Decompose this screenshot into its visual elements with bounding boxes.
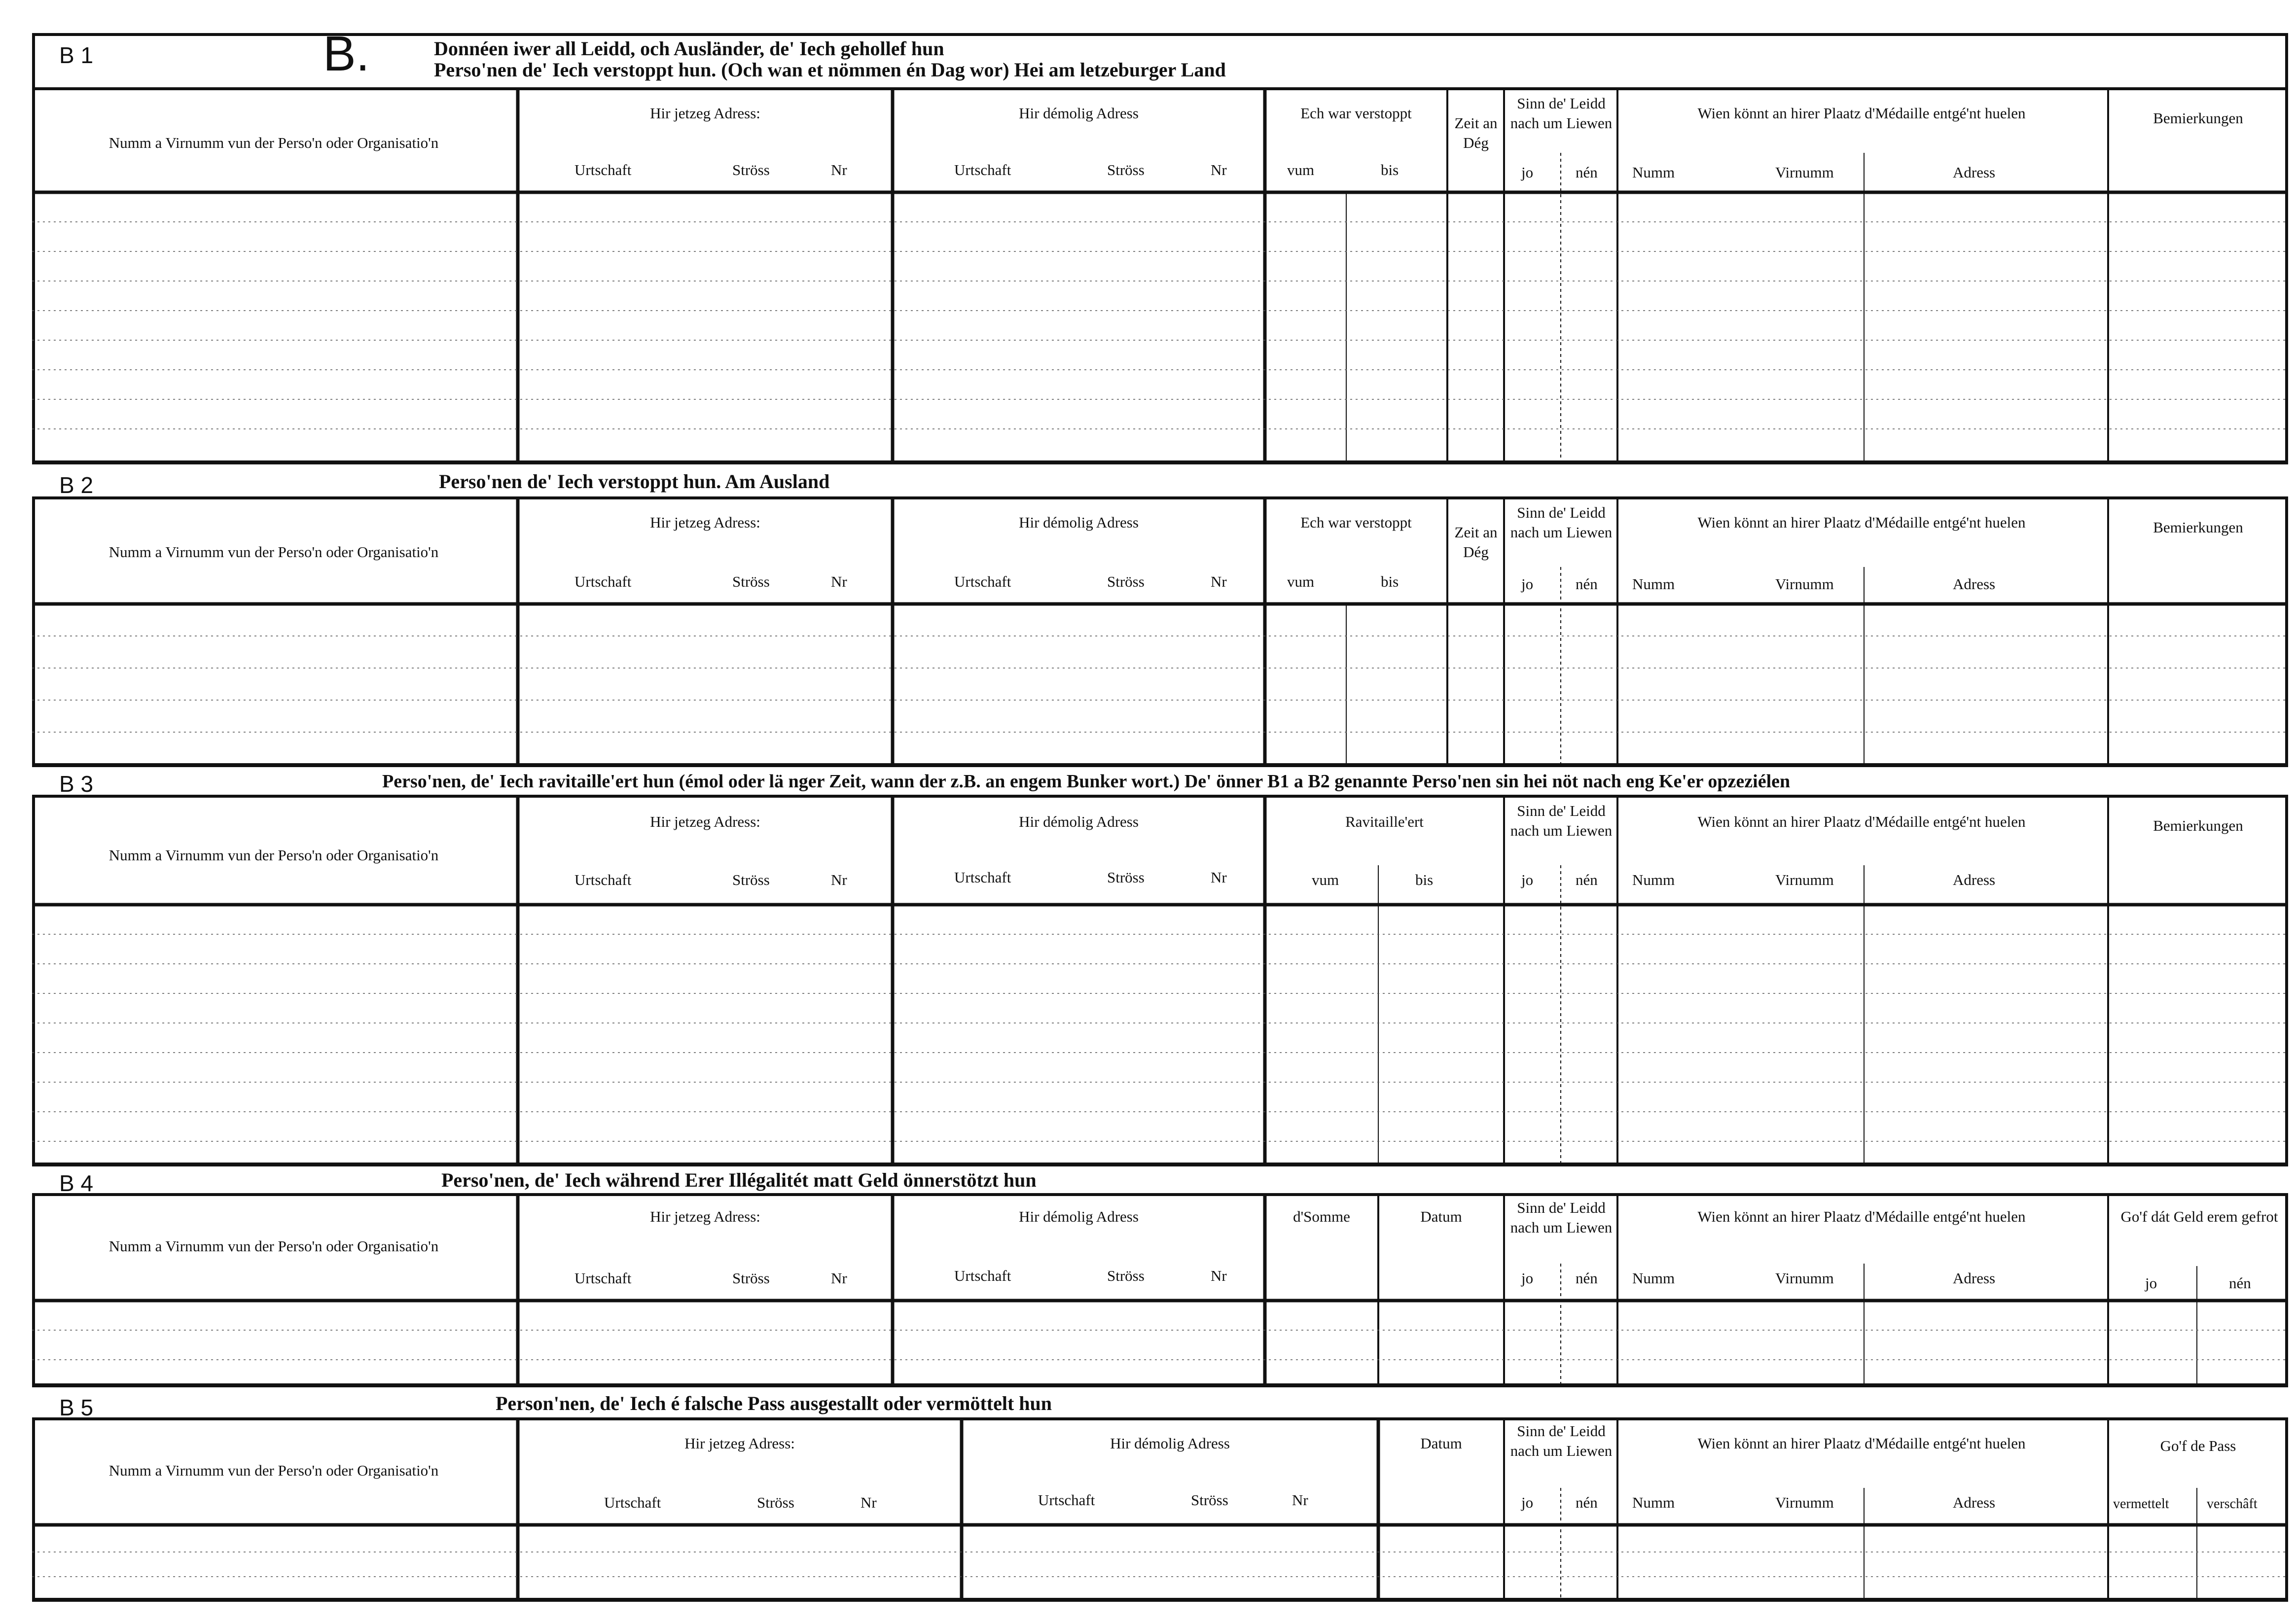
header-hidden: Ech war verstoppt xyxy=(1300,514,1412,531)
header-money-asked: Go'f dát Geld erem gefrot xyxy=(2120,1208,2278,1225)
header-former-town: Urtschaft xyxy=(954,1267,1011,1284)
header-hidden: Ech war verstoppt xyxy=(1300,105,1412,122)
header-survived-yes: jo xyxy=(1521,1269,1534,1287)
header-medal: Wien könnt an hirer Plaatz d'Médaille entgé'nt huelen xyxy=(1697,1208,2026,1225)
header-current-town: Urtschaft xyxy=(574,1269,632,1287)
header-current-street: Ströss xyxy=(732,871,770,888)
header-medal-address: Adress xyxy=(1953,1269,1996,1287)
header-current-address: Hir jetzeg Adress: xyxy=(650,105,760,122)
header-current-street: Ströss xyxy=(732,161,770,178)
section-b1-grid xyxy=(32,35,2288,463)
header-current-address: Hir jetzeg Adress: xyxy=(650,1208,760,1225)
header-date: Datum xyxy=(1420,1435,1462,1452)
header-medal-name: Numm xyxy=(1632,1269,1675,1287)
header-current-number: Nr xyxy=(831,871,847,888)
header-current-street: Ströss xyxy=(732,573,770,590)
header-money-no: nén xyxy=(2229,1274,2251,1292)
header-survived-yes: jo xyxy=(1521,164,1534,181)
header-medal-name: Numm xyxy=(1632,871,1675,888)
header-name: Numm a Virnumm vun der Perso'n oder Organisatio'n xyxy=(108,1462,439,1479)
header-survived: Sinn de' Leidd nach um Liewen xyxy=(1510,95,1613,132)
section-b4-grid xyxy=(32,1167,2288,1387)
header-medal-address: Adress xyxy=(1953,871,1996,888)
header-survived-no: nén xyxy=(1576,871,1598,888)
header-survived: Sinn de' Leidd nach um Liewen xyxy=(1510,802,1613,840)
section-b5 xyxy=(32,1389,2288,1601)
section-title-line-1: Donnéen iwer all Leidd, och Ausländer, de' Iech gehollef hun xyxy=(434,37,944,60)
header-date: Datum xyxy=(1420,1208,1462,1225)
header-current-town: Urtschaft xyxy=(574,161,632,178)
header-former-street: Ströss xyxy=(1107,869,1145,886)
header-hidden-to: bis xyxy=(1381,161,1399,178)
header-medal: Wien könnt an hirer Plaatz d'Médaille entgé'nt huelen xyxy=(1697,105,2026,122)
section-title: Person'nen, de' Iech é falsche Pass ausgestallt oder vermöttelt hun xyxy=(496,1392,1052,1414)
header-medal: Wien könnt an hirer Plaatz d'Médaille entgé'nt huelen xyxy=(1697,514,2026,531)
header-medal-firstname: Virnumm xyxy=(1775,1494,1834,1511)
header-supplied: Ravitaille'ert xyxy=(1345,813,1424,830)
header-medal-address: Adress xyxy=(1953,575,1996,593)
section-code: B 1 xyxy=(59,42,94,68)
header-current-address: Hir jetzeg Adress: xyxy=(650,813,760,830)
header-survived: Sinn de' Leidd nach um Liewen xyxy=(1510,1199,1613,1236)
header-pass: Go'f de Pass xyxy=(2160,1437,2236,1454)
header-medal-name: Numm xyxy=(1632,164,1675,181)
header-name: Numm a Virnumm vun der Perso'n oder Organisatio'n xyxy=(108,543,439,561)
header-current-address: Hir jetzeg Adress: xyxy=(650,514,760,531)
header-former-number: Nr xyxy=(1211,161,1227,178)
header-former-town: Urtschaft xyxy=(954,573,1011,590)
section-title: Perso'nen de' Iech verstoppt hun. Am Ausland xyxy=(439,470,830,493)
header-current-number: Nr xyxy=(831,161,847,178)
header-survived: Sinn de' Leidd nach um Liewen xyxy=(1510,1422,1613,1460)
header-remarks: Bemierkungen xyxy=(2153,109,2243,127)
header-current-address: Hir jetzeg Adress: xyxy=(684,1435,795,1452)
header-former-street: Ströss xyxy=(1107,1267,1145,1284)
header-current-number: Nr xyxy=(861,1494,877,1511)
section-b3 xyxy=(32,747,2288,1166)
header-current-street: Ströss xyxy=(732,1269,770,1287)
header-medal-firstname: Virnumm xyxy=(1775,575,1834,593)
section-code: B 2 xyxy=(59,472,94,498)
header-former-address: Hir démolig Adress xyxy=(1019,105,1139,122)
header-survived-no: nén xyxy=(1576,575,1598,593)
section-b1 xyxy=(32,26,2288,463)
header-current-town: Urtschaft xyxy=(574,871,632,888)
header-survived-yes: jo xyxy=(1521,871,1534,888)
header-supplied-to: bis xyxy=(1415,871,1434,888)
header-former-street: Ströss xyxy=(1107,573,1145,590)
header-medal-address: Adress xyxy=(1953,1494,1996,1511)
header-former-street: Ströss xyxy=(1191,1491,1228,1509)
header-current-number: Nr xyxy=(831,1269,847,1287)
header-former-number: Nr xyxy=(1292,1491,1308,1509)
header-current-street: Ströss xyxy=(757,1494,794,1511)
header-former-number: Nr xyxy=(1211,1267,1227,1284)
header-supplied-from: vum xyxy=(1312,871,1339,888)
header-survived: Sinn de' Leidd nach um Liewen xyxy=(1510,504,1613,541)
header-former-address: Hir démolig Adress xyxy=(1019,514,1139,531)
header-pass-mediated: vermettelt xyxy=(2113,1496,2169,1512)
header-survived-yes: jo xyxy=(1521,575,1534,593)
header-medal-firstname: Virnumm xyxy=(1775,164,1834,181)
header-medal-firstname: Virnumm xyxy=(1775,1269,1834,1287)
header-current-town: Urtschaft xyxy=(604,1494,661,1511)
header-medal-firstname: Virnumm xyxy=(1775,871,1834,888)
section-b2-grid xyxy=(32,466,2288,767)
header-current-number: Nr xyxy=(831,573,847,590)
header-former-address: Hir démolig Adress xyxy=(1019,813,1139,830)
header-survived-yes: jo xyxy=(1521,1494,1534,1511)
section-title-line-2: Perso'nen de' Iech verstoppt hun. (Och wan et nömmen én Dag wor) Hei am letzeburger Land xyxy=(434,59,1226,81)
header-survived-no: nén xyxy=(1576,1494,1598,1511)
header-former-number: Nr xyxy=(1211,869,1227,886)
header-hidden-to: bis xyxy=(1381,573,1399,590)
form-sheet xyxy=(20,20,2288,1602)
header-remarks: Bemierkungen xyxy=(2153,817,2243,834)
header-sum: d'Somme xyxy=(1293,1208,1350,1225)
header-time-days: Zeit an Dég xyxy=(1454,114,1498,152)
header-survived-no: nén xyxy=(1576,1269,1598,1287)
header-medal: Wien könnt an hirer Plaatz d'Médaille entgé'nt huelen xyxy=(1697,813,2026,830)
header-hidden-from: vum xyxy=(1287,161,1315,178)
header-medal-address: Adress xyxy=(1953,164,1996,181)
header-former-address: Hir démolig Adress xyxy=(1019,1208,1139,1225)
header-former-street: Ströss xyxy=(1107,161,1145,178)
section-b4 xyxy=(32,1167,2288,1387)
section-title: Perso'nen, de' Iech während Erer Illégalitét matt Geld önnerstötzt hun xyxy=(441,1169,1037,1191)
section-title: Perso'nen, de' Iech ravitaille'ert hun (émol oder lä nger Zeit, wann der z.B. an engem Bunker wort.) De' önner B1 a B2 genannte Perso'nen sin hei nöt nach eng Ke'er opzeziélen xyxy=(382,771,1791,792)
header-money-yes: jo xyxy=(2145,1274,2157,1292)
header-medal-name: Numm xyxy=(1632,1494,1675,1511)
header-hidden-from: vum xyxy=(1287,573,1315,590)
header-survived-no: nén xyxy=(1576,164,1598,181)
section-b2 xyxy=(32,466,2288,767)
header-remarks: Bemierkungen xyxy=(2153,519,2243,536)
header-name: Numm a Virnumm vun der Perso'n oder Organisatio'n xyxy=(108,846,439,864)
form-letter: B. xyxy=(323,26,370,81)
header-current-town: Urtschaft xyxy=(574,573,632,590)
section-code: B 3 xyxy=(59,771,94,797)
section-b5-grid xyxy=(32,1389,2288,1601)
header-former-number: Nr xyxy=(1211,573,1227,590)
header-former-town: Urtschaft xyxy=(954,161,1011,178)
header-time-days: Zeit an Dég xyxy=(1454,524,1498,561)
header-name: Numm a Virnumm vun der Perso'n oder Organisatio'n xyxy=(108,1237,439,1255)
header-former-address: Hir démolig Adress xyxy=(1110,1435,1230,1452)
header-name: Numm a Virnumm vun der Perso'n oder Organisatio'n xyxy=(108,134,439,151)
header-former-town: Urtschaft xyxy=(954,869,1011,886)
header-pass-procured: verschâft xyxy=(2207,1496,2258,1512)
section-b3-grid xyxy=(32,747,2288,1166)
header-former-town: Urtschaft xyxy=(1038,1491,1095,1509)
header-medal-name: Numm xyxy=(1632,575,1675,593)
header-medal: Wien könnt an hirer Plaatz d'Médaille entgé'nt huelen xyxy=(1697,1435,2026,1452)
section-code: B 4 xyxy=(59,1170,94,1196)
section-code: B 5 xyxy=(59,1395,94,1420)
